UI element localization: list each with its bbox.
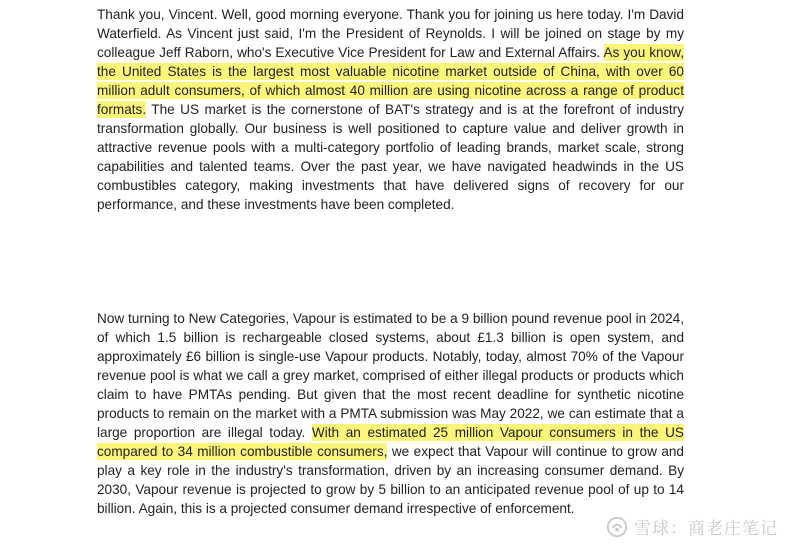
paragraph-1 <box>97 5 684 214</box>
snowball-logo-icon <box>606 516 628 538</box>
paragraph-2-text-continued: we expect that Vapour will continue to grow and play a key role in the industry's transformation, driven by an increasing consumer demand. By 2030, Vapour revenue is projected to grow by 5 billion to an anticipated revenue pool of up to 14 billion. Again, this is a projected consumer demand irrespective of enforcement. <box>97 444 684 516</box>
watermark <box>606 514 778 539</box>
paragraph-2-highlight: With an estimated 25 million Vapour consumers in the US compared to 34 million combustible consumers, <box>97 425 684 459</box>
paragraph-1-text: Thank you, Vincent. Well, good morning everyone. Thank you for joining us here today. I'm David Waterfield. As Vincent just said, I'm the President of Reynolds. I will be joined on stage by my colleague Jeff Raborn, who's Executive Vice President for Law and External Affairs. <box>97 7 684 60</box>
paragraph-1-highlight: As you know, the United States is the largest most valuable nicotine market outside of China, with over 60 million adult consumers, of which almost 40 million are using nicotine across a range of product formats. <box>97 45 684 117</box>
watermark-text: 雪球：商老庄笔记 <box>634 519 778 539</box>
paragraph-1-text-continued: The US market is the cornerstone of BAT's strategy and is at the forefront of industry transformation globally. Our business is well positioned to capture value and deliver growth in attractive revenue pools with a multi-category portfolio of leading brands, market scale, strong capabilities and talented teams. Over the past year, we have navigated headwinds in the US combustibles category, making investments that have delivered signs of recovery for our performance, and these investments have been completed. <box>97 102 684 212</box>
paragraph-2-text: Now turning to New Categories, Vapour is estimated to be a 9 billion pound revenue pool in 2024, of which 1.5 billion is rechargeable closed systems, about £1.3 billion is open system, and approximately £6 billion is single-use Vapour products. Notably, today, almost 70% of the Vapour revenue pool is what we call a grey market, comprised of either illegal products or products which claim to have PMTAs pending. But given that the most recent deadline for synthetic nicotine products to remain on the market with a PMTA submission was May 2022, we can estimate that a large proportion are illegal today. <box>97 311 684 440</box>
paragraph-2 <box>97 309 684 518</box>
